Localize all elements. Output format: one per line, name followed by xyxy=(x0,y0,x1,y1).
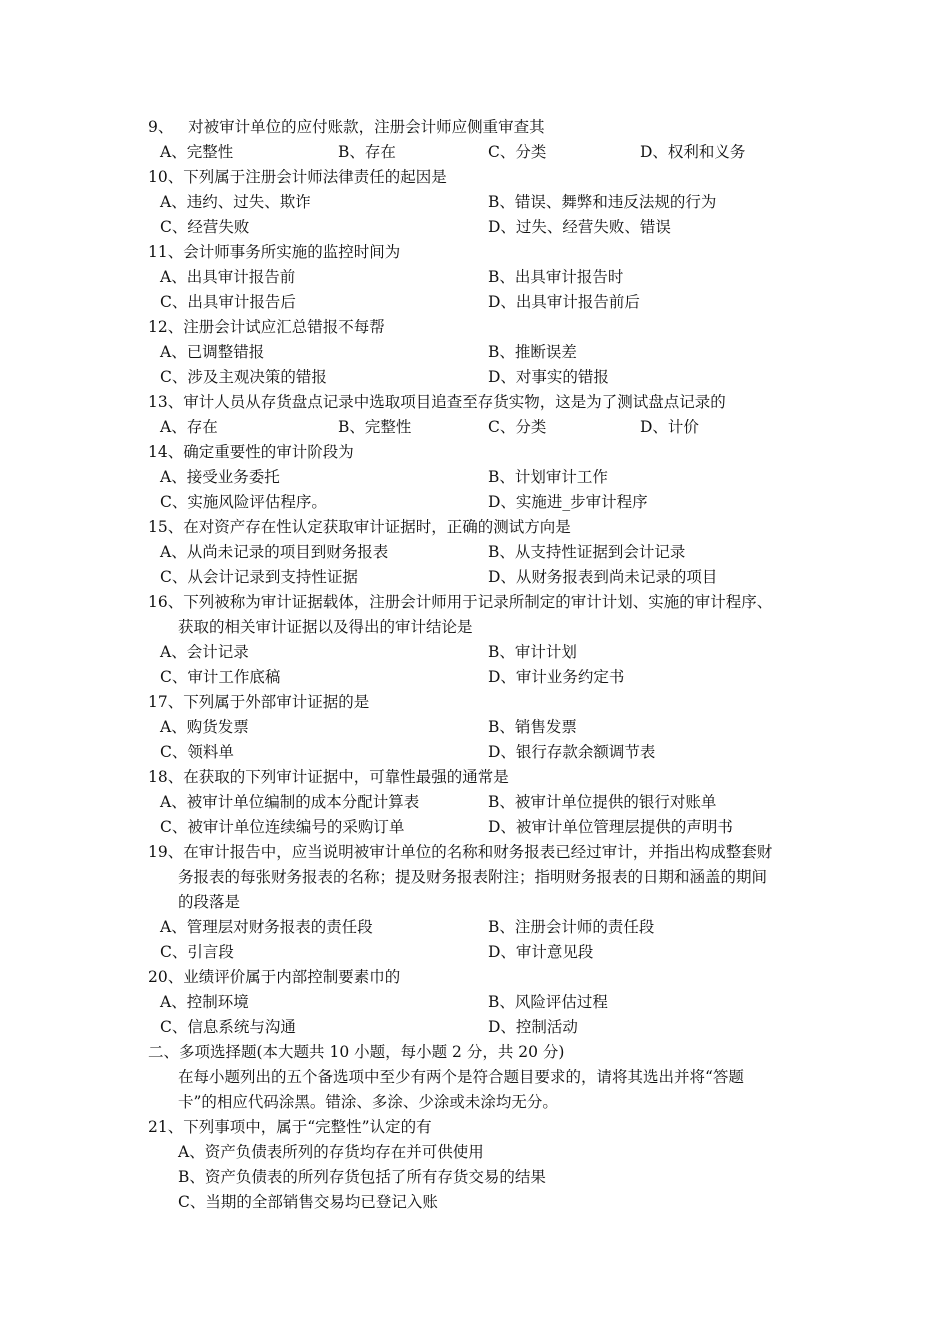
q20-option-c: C、信息系统与沟通 xyxy=(160,1018,296,1036)
question-19-stem: 19、在审计报告中，应当说明被审计单位的名称和财务报表已经过审计，并指出构成整套财 xyxy=(148,843,773,861)
q19-option-b: B、注册会计师的责任段 xyxy=(488,918,655,936)
q15-option-d: D、从财务报表到尚未记录的项目 xyxy=(488,568,718,586)
question-15-stem: 15、在对资产存在性认定获取审计证据时，正确的测试方向是 xyxy=(148,518,571,536)
q16-option-b: B、审计计划 xyxy=(488,643,577,661)
q12-option-c: C、涉及主观决策的错报 xyxy=(160,368,327,386)
q20-option-d: D、控制活动 xyxy=(488,1018,578,1036)
q14-option-b: B、计划审计工作 xyxy=(488,468,608,486)
q14-option-c: C、实施风险评估程序。 xyxy=(160,493,327,511)
q21-option-b: B、资产负债表的所列存货包括了所有存货交易的结果 xyxy=(178,1168,546,1186)
question-9-stem: 9、 对被审计单位的应付账款，注册会计师应侧重审查其 xyxy=(148,118,545,136)
q18-option-b: B、被审计单位提供的银行对账单 xyxy=(488,793,717,811)
question-21-stem: 21、下列事项中，属于“完整性”认定的有 xyxy=(148,1118,432,1136)
question-10-stem: 10、下列属于注册会计师法律责任的起因是 xyxy=(148,168,447,186)
question-16-stem-line2: 获取的相关审计证据以及得出的审计结论是 xyxy=(178,618,473,636)
q12-option-a: A、已调整错报 xyxy=(160,343,265,361)
q18-option-c: C、被审计单位连续编号的采购订单 xyxy=(160,818,405,836)
section-2-heading: 二、多项选择题(本大题共 10 小题，每小题 2 分，共 20 分) xyxy=(148,1043,565,1061)
q12-option-b: B、推断误差 xyxy=(488,343,577,361)
q18-option-a: A、被审计单位编制的成本分配计算表 xyxy=(160,793,420,811)
q17-option-b: B、销售发票 xyxy=(488,718,577,736)
q12-option-d: D、对事实的错报 xyxy=(488,368,609,386)
q13-option-b: B、完整性 xyxy=(338,418,412,436)
q9-option-c: C、分类 xyxy=(488,143,547,161)
question-20-stem: 20、业绩评价属于内部控制要素巾的 xyxy=(148,968,401,986)
q15-option-a: A、从尚未记录的项目到财务报表 xyxy=(160,543,389,561)
q21-option-a: A、资产负债表所列的存货均存在并可供使用 xyxy=(178,1143,484,1161)
question-19-stem-line2: 务报表的每张财务报表的名称；提及财务报表附注；指明财务报表的日期和涵盖的期间 xyxy=(178,868,768,886)
q9-option-a: A、完整性 xyxy=(160,143,234,161)
q21-option-c: C、当期的全部销售交易均已登记入账 xyxy=(178,1193,438,1211)
section-2-instructions-line2: 卡”的相应代码涂黑。错涂、多涂、少涂或未涂均无分。 xyxy=(178,1093,558,1111)
question-13-stem: 13、审计人员从存货盘点记录中选取项目追查至存货实物，这是为了测试盘点记录的 xyxy=(148,393,726,411)
q17-option-c: C、领料单 xyxy=(160,743,234,761)
q17-option-a: A、购货发票 xyxy=(160,718,249,736)
section-2-instructions-line1: 在每小题列出的五个备选项中至少有两个是符合题目要求的，请将其选出并将“答题 xyxy=(178,1068,744,1086)
q11-option-b: B、出具审计报告时 xyxy=(488,268,624,286)
q13-option-d: D、计价 xyxy=(640,418,699,436)
question-16-stem: 16、下列被称为审计证据载体，注册会计师用于记录所制定的审计计划、实施的审计程序、 xyxy=(148,593,773,611)
q15-option-b: B、从支持性证据到会计记录 xyxy=(488,543,686,561)
question-17-stem: 17、下列属于外部审计证据的是 xyxy=(148,693,370,711)
q9-option-d: D、权利和义务 xyxy=(640,143,746,161)
q10-option-d: D、过失、经营失败、错误 xyxy=(488,218,671,236)
q10-option-b: B、错误、舞弊和违反法规的行为 xyxy=(488,193,717,211)
q18-option-d: D、被审计单位管理层提供的声明书 xyxy=(488,818,733,836)
question-12-stem: 12、注册会计试应汇总错报不每帮 xyxy=(148,318,385,336)
q20-option-b: B、风险评估过程 xyxy=(488,993,608,1011)
q10-option-a: A、违约、过失、欺诈 xyxy=(160,193,311,211)
q17-option-d: D、银行存款余额调节表 xyxy=(488,743,656,761)
q13-option-c: C、分类 xyxy=(488,418,547,436)
q11-option-c: C、出具审计报告后 xyxy=(160,293,296,311)
question-19-stem-line3: 的段落是 xyxy=(178,893,241,911)
question-18-stem: 18、在获取的下列审计证据中，可靠性最强的通常是 xyxy=(148,768,509,786)
q16-option-d: D、审计业务约定书 xyxy=(488,668,625,686)
q19-option-d: D、审计意见段 xyxy=(488,943,594,961)
q19-option-a: A、管理层对财务报表的责任段 xyxy=(160,918,373,936)
q13-option-a: A、存在 xyxy=(160,418,218,436)
q16-option-c: C、审计工作底稿 xyxy=(160,668,281,686)
q15-option-c: C、从会计记录到支持性证据 xyxy=(160,568,358,586)
q19-option-c: C、引言段 xyxy=(160,943,234,961)
question-14-stem: 14、确定重要性的审计阶段为 xyxy=(148,443,354,461)
q10-option-c: C、经营失败 xyxy=(160,218,250,236)
question-11-stem: 11、会计师事务所实施的监控时间为 xyxy=(148,243,401,261)
q14-option-d: D、实施进_步审计程序 xyxy=(488,493,648,511)
q11-option-d: D、出具审计报告前后 xyxy=(488,293,640,311)
q16-option-a: A、会计记录 xyxy=(160,643,249,661)
q14-option-a: A、接受业务委托 xyxy=(160,468,280,486)
q9-option-b: B、存在 xyxy=(338,143,396,161)
q11-option-a: A、出具审计报告前 xyxy=(160,268,296,286)
q20-option-a: A、控制环境 xyxy=(160,993,249,1011)
